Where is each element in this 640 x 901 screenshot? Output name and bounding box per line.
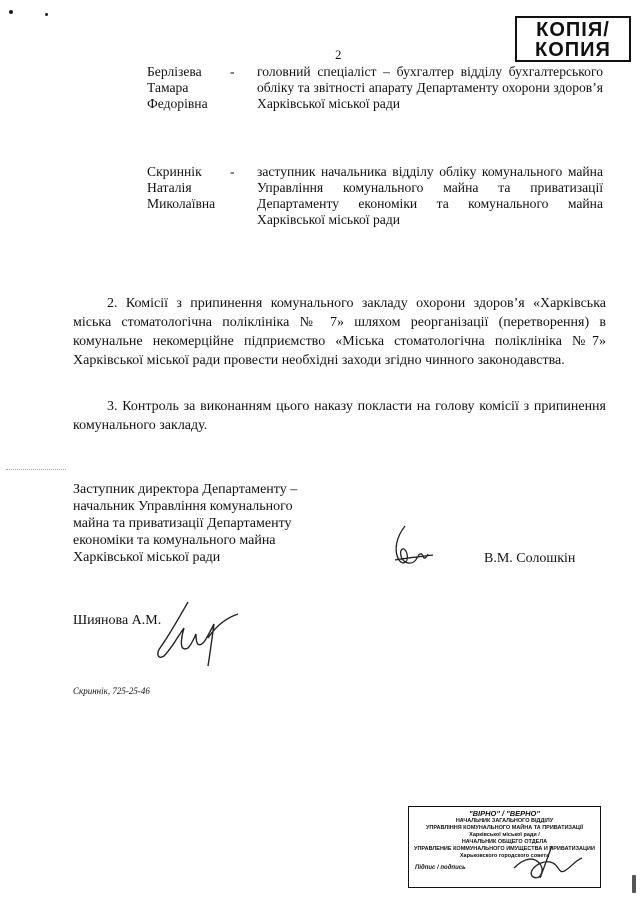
commission-member: [147, 164, 605, 230]
signer-title-line: Заступник директора Департаменту –: [73, 482, 298, 497]
member-dash: -: [230, 164, 235, 179]
order-paragraph-3: 3. Контроль за виконанням цього наказу покласти на голову комісії з припинення комунального закладу.: [73, 399, 606, 433]
executor-signature: [150, 598, 240, 670]
member-name: [147, 64, 227, 112]
page-number: 2: [335, 47, 342, 62]
scan-artifact-line: [6, 469, 66, 470]
verified-stamp-title: "ВІРНО" / "ВЕРНО": [469, 809, 540, 818]
signer-title-line: начальник Управління комунального: [73, 499, 293, 514]
member-role: заступник начальника відділу обліку комунального майна Управління комунального майна та приватизації Департаменту економіки та комунального майна Харківської міської ради: [257, 164, 603, 227]
signer-title-line: економіки та комунального майна: [73, 533, 276, 548]
member-surname: Скриннік: [147, 164, 202, 179]
copy-stamp-line2: КОПИЯ: [535, 39, 611, 61]
signer-name: В.М. Солошкін: [484, 551, 576, 566]
member-role: головний спеціаліст – бухгалтер відділу бухгалтерського обліку та звітності апарату Департаменту охорони здоров’я Харківської міської ради: [257, 64, 603, 111]
member-patronymic: Федорівна: [147, 96, 208, 111]
scan-speck: [45, 13, 48, 16]
verified-stamp-line: НАЧАЛЬНИК ОБЩЕГО ОТДЕЛА: [461, 839, 548, 845]
member-first-name: Тамара: [147, 80, 189, 95]
signer-title: [73, 481, 323, 566]
member-patronymic: Миколаївна: [147, 196, 216, 211]
director-signature: [385, 522, 435, 570]
stamp-signature: [510, 838, 590, 888]
signer-title-line: Харківської міської ради: [73, 550, 221, 565]
signer-title-line: майна та приватизації Департаменту: [73, 516, 292, 531]
member-name: [147, 164, 227, 212]
verified-stamp-line: УПРАВЛІННЯ КОМУНАЛЬНОГО МАЙНА ТА ПРИВАТИЗАЦІЇ: [426, 825, 583, 831]
copy-stamp: [515, 16, 631, 62]
scan-speck: [9, 10, 13, 14]
executor-name: Шиянова А.М.: [73, 613, 162, 628]
member-surname: Берлізева: [147, 64, 202, 79]
member-dash: -: [230, 64, 235, 79]
scan-edge-mark: [632, 875, 636, 893]
verified-stamp-signature-label: Підпис / подпись: [415, 865, 466, 871]
verified-stamp-line: Харьковского городского совета: [459, 853, 550, 859]
verified-stamp-line: НАЧАЛЬНИК ЗАГАЛЬНОГО ВІДДІЛУ: [455, 818, 554, 824]
order-paragraph-2: 2. Комісії з припинення комунального закладу охорони здоров’я «Харківська міська стоматологічна поліклініка № 7» шляхом реорганізації (перетворення) в комунальне некомерційне підприємство «Міська стоматологічна поліклініка №7» Харківської міської ради провести необхідні заходи згідно чинного законодавства.: [73, 296, 606, 368]
copy-stamp-line1: КОПІЯ/: [536, 19, 610, 41]
verified-stamp-line: Харківської міської ради /: [469, 832, 540, 838]
commission-member: [147, 64, 605, 114]
contact-line: Скриннік, 725-25-46: [73, 686, 150, 696]
verified-stamp-line: УПРАВЛЕНИЕ КОММУНАЛЬНОГО ИМУЩЕСТВА И ПРИВАТИЗАЦИИ: [414, 846, 595, 852]
member-first-name: Наталія: [147, 180, 192, 195]
